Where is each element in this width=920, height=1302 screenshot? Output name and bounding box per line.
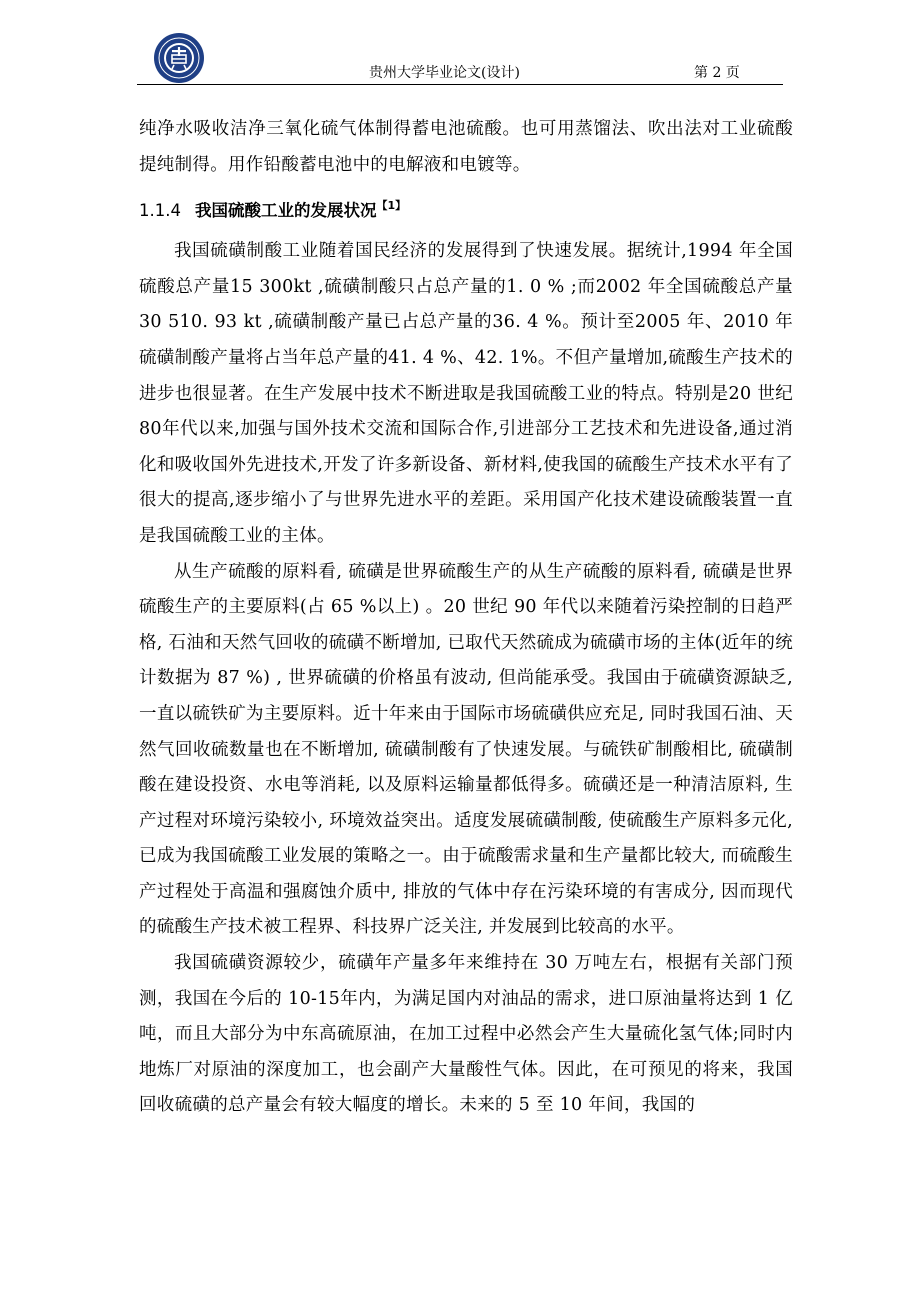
header-title: 贵州大学毕业论文(设计)	[369, 65, 520, 81]
page-content	[139, 112, 793, 1124]
body-paragraph: 我国硫磺资源较少，硫磺年产量多年来维持在 30 万吨左右，根据有关部门预测，我国在今后的 10-15年内，为满足国内对油品的需求，进口原油量将达到 1 亿吨，而且大部分为中东高硫原油，在加工过程中必然会产生大量硫化氢气体;同时内地炼厂对原油的深度加工，也会副产大量酸性气体。因此，在可预见的将来，我国回收硫磺的总产量会有较大幅度的增长。未来的 5 至 10 年间，我国的	[139, 953, 793, 1116]
header-page-number: 第 2 页	[694, 65, 740, 81]
section-title: 我国硫酸工业的发展状况	[195, 201, 377, 221]
header-rule	[137, 84, 783, 85]
section-number: 1.1.4	[139, 201, 181, 221]
citation-ref: 【1】	[376, 199, 407, 213]
paragraph-continued: 纯净水吸收洁净三氧化硫气体制得蓄电池硫酸。也可用蒸馏法、吹出法对工业硫酸提纯制得。用作铅酸蓄电池中的电解液和电镀等。	[139, 119, 793, 175]
university-seal-icon	[153, 32, 205, 84]
section-heading	[139, 189, 793, 228]
body-paragraph: 从生产硫酸的原料看, 硫磺是世界硫酸生产的从生产硫酸的原料看, 硫磺是世界硫酸生产的主要原料(占 65 %以上) 。20 世纪 90 年代以来随着污染控制的日趋严格, 石油和天然气回收的硫磺不断增加, 已取代天然硫成为硫磺市场的主体(近年的统计数据为 87 %) , 世界硫磺的价格虽有波动, 但尚能承受。我国由于硫磺资源缺乏, 一直以硫铁矿为主要原料。近十年来由于国际市场硫磺供应充足, 同时我国石油、天然气回收硫数量也在不断增加, 硫磺制酸有了快速发展。与硫铁矿制酸相比, 硫磺制酸在建设投资、水电等消耗, 以及原料运输量都低得多。硫磺还是一种清洁原料, 生产过程对环境污染较小, 环境效益突出。适度发展硫磺制酸, 使硫酸生产原料多元化, 已成为我国硫酸工业发展的策略之一。由于硫酸需求量和生产量都比较大, 而硫酸生产过程处于高温和强腐蚀介质中, 排放的气体中存在污染环境的有害成分, 因而现代的硫酸生产技术被工程界、科技界广泛关注, 并发展到比较高的水平。	[139, 561, 793, 938]
body-paragraph: 我国硫磺制酸工业随着国民经济的发展得到了快速发展。据统计,1994 年全国硫酸总产量15 300kt ,硫磺制酸只占总产量的1. 0 % ;而2002 年全国硫酸总产量30 510. 93 kt ,硫磺制酸产量已占总产量的36. 4 %。预计至2005 年、2010 年硫磺制酸产量将占当年总产量的41. 4 %、42. 1%。不但产量增加,硫酸生产技术的进步也很显著。在生产发展中技术不断进取是我国硫酸工业的特点。特别是20 世纪80年代以来,加强与国外技术交流和国际合作,引进部分工艺技术和先进设备,通过消化和吸收国外先进技术,开发了许多新设备、新材料,使我国的硫酸生产技术水平有了很大的提高,逐步缩小了与世界先进水平的差距。采用国产化技术建设硫酸装置一直是我国硫酸工业的主体。	[139, 241, 793, 546]
